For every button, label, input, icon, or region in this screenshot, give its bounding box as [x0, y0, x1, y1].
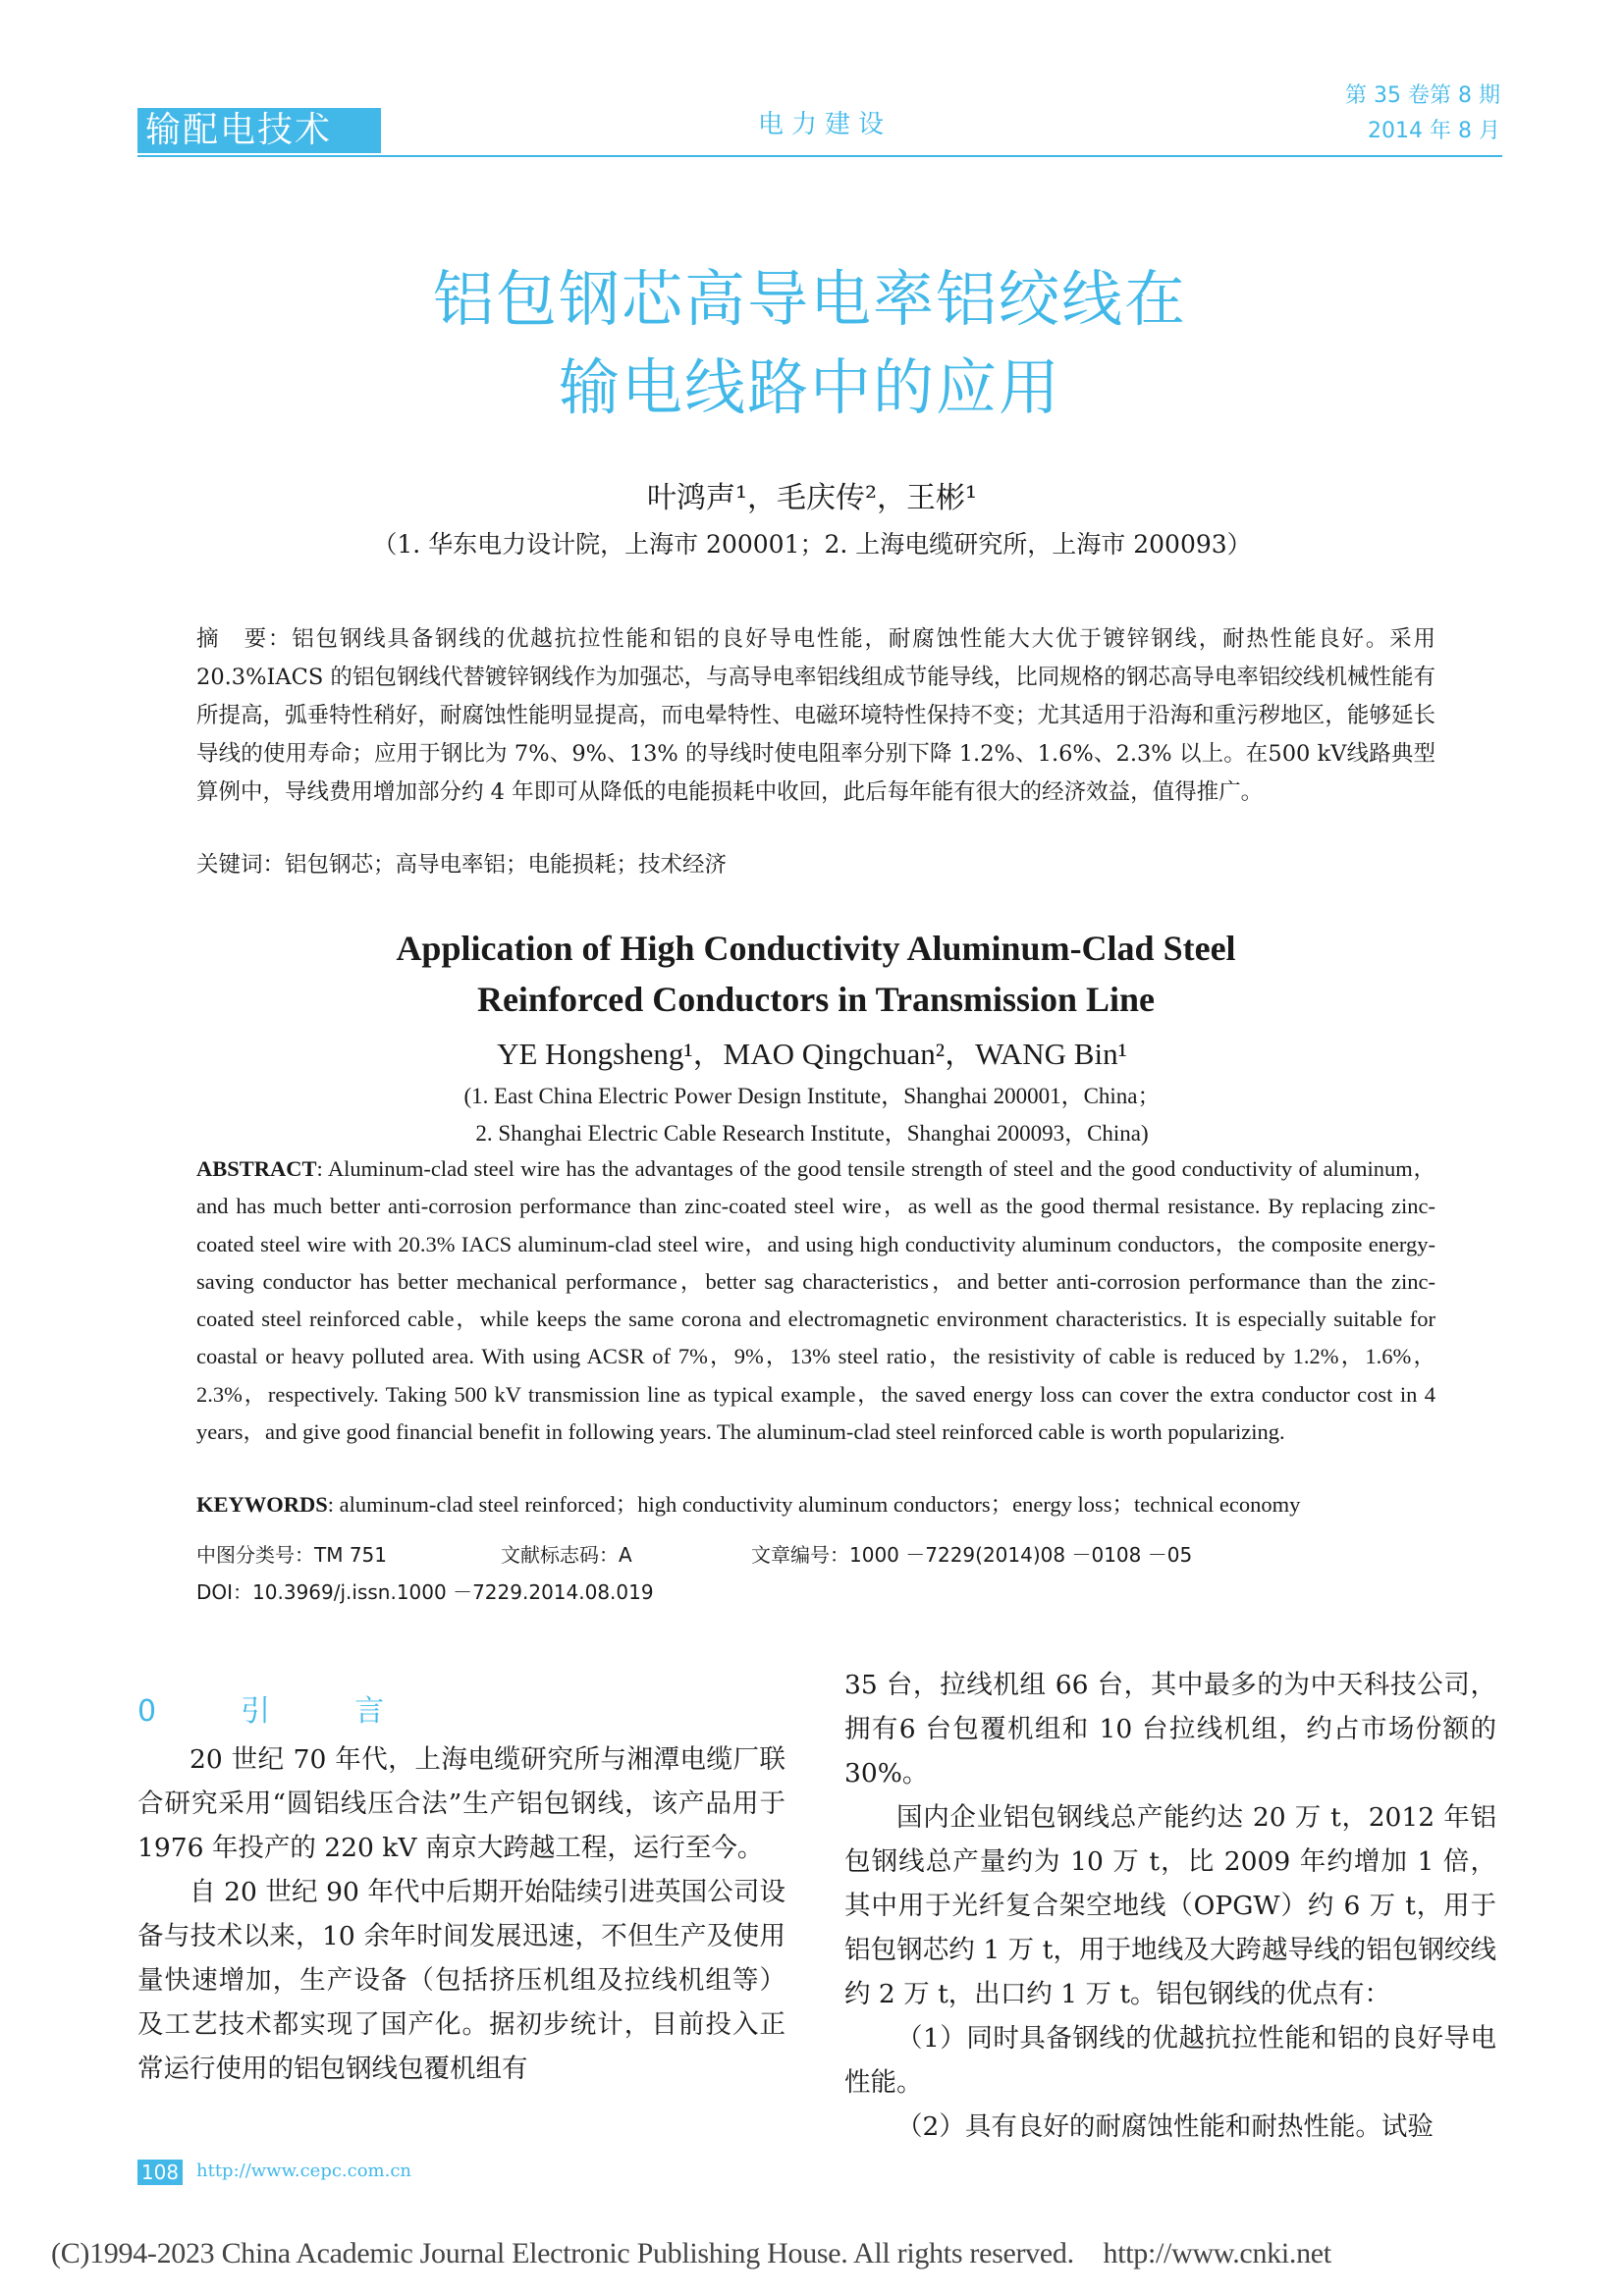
section-heading-introduction: 0 引 言	[137, 1694, 412, 1729]
title-cn-line-2: 输电线路中的应用	[558, 351, 1061, 423]
journal-website-link[interactable]: http://www.cepc.com.cn	[196, 2161, 412, 2181]
paper-title-en	[196, 923, 1435, 1025]
affiliations-cn: （1. 华东电力设计院，上海市 200001；2. 上海电缆研究所，上海市 200093）	[372, 530, 1252, 559]
paragraph: 自 20 世纪 90 年代中后期开始陆续引进英国公司设备与技术以来，10 余年时间发展迅速，不但生产及使用量快速增加，生产设备（包括挤压机组及拉线机组等）及工艺技术都实现了国产化。据初步统计，目前投入正常运行使用的铝包钢线包覆机组有	[137, 1877, 785, 2084]
abstract-cn-label: 摘 要：	[196, 626, 293, 652]
keywords-en-label: KEYWORDS	[196, 1492, 328, 1517]
abstract-cn	[196, 620, 1435, 812]
authors-cn: 叶鸿声¹，毛庆传²，王彬¹	[646, 481, 978, 515]
clc-number: 中图分类号：TM 751	[196, 1543, 388, 1567]
journal-name: 电力建设	[757, 110, 892, 139]
authors-en: YE Hongsheng¹，MAO Qingchuan²，WANG Bin¹	[497, 1037, 1127, 1071]
abstract-en-label: ABSTRACT	[196, 1156, 317, 1181]
abstract-en	[196, 1150, 1435, 1451]
abstract-cn-text: 铝包钢线具备钢线的优越抗拉性能和铝的良好导电性能，耐腐蚀性能大大优于镀锌钢线，耐热性能良好。采用 20.3%IACS 的铝包钢线代替镀锌钢线作为加强芯，与高导电率铝线组成节能导线，比同规格的钢芯高导电率铝绞线机械性能有所提高，弧垂特性稍好，耐腐蚀性能明显提高，而电晕特性、电磁环境特性保持不变；尤其适用于沿海和重污秽地区，能够延长导线的使用寿命；应用于钢比为 7%、9%、13% 的导线时使电阻率分别下降 1.2%、1.6%、2.3% 以上。在500 kV线路典型算例中，导线费用增加部分约 4 年即可从降低的电能损耗中收回，此后每年能有很大的经济效益，值得推广。	[196, 626, 1435, 805]
header-divider	[137, 155, 1502, 157]
title-en-line-2: Reinforced Conductors in Transmission Line	[476, 980, 1156, 1019]
title-cn-line-1: 铝包钢芯高导电率铝绞线在	[432, 263, 1187, 335]
journal-brand-banner: 输配电技术	[137, 108, 381, 153]
paper-title-cn	[236, 255, 1384, 432]
affiliation-en-2: 2. Shanghai Electric Cable Research Institute，Shanghai 200093，China)	[475, 1121, 1149, 1146]
volume-issue: 第 35 卷第 8 期	[1345, 83, 1500, 108]
paragraph: 国内企业铝包钢线总产能约达 20 万 t，2012 年铝包钢线总产量约为 10 万 t，比 2009 年约增加 1 倍，其中用于光纤复合架空地线（OPGW）约 6 万 t，用于铝包钢芯约 1 万 t，用于地线及大跨越导线的铝包钢绞线约 2 万 t，出口约 1 万 t。铝包钢线的优点有：	[844, 1802, 1496, 2009]
list-item: （1）同时具备钢线的优越抗拉性能和铝的良好导电性能。	[844, 2023, 1496, 2098]
paragraph: 35 台，拉线机组 66 台，其中最多的为中天科技公司，拥有6 台包覆机组和 10 台拉线机组，约占市场份额的 30%。	[844, 1670, 1496, 1789]
paragraph: 20 世纪 70 年代，上海电缆研究所与湘潭电缆厂联合研究采用“圆铝线压合法”生产铝包钢线，该产品用于 1976 年投产的 220 kV 南京大跨越工程，运行至今。	[137, 1744, 785, 1863]
keywords-cn-label: 关键词：	[196, 852, 286, 878]
keywords-cn	[196, 847, 1435, 882]
abstract-en-text: : Aluminum-clad steel wire has the advantages of the good tensile strength of steel and the good conductivity of aluminum，and has much better anti-corrosion performance than zinc-coated steel wire，as well as the good thermal resistance. By replacing zinc-coated steel wire with 20.3% IACS aluminum-clad steel wire，and using high conductivity aluminum conductors，the composite energy-saving conductor has better mechanical performance，better sag characteristics，and better anti-corrosion performance than the zinc-coated steel reinforced cable，while keeps the same corona and electromagnetic environment characteristics. It is especially suitable for coastal or heavy polluted area. With using ACSR of 7%，9%，13% steel ratio，the resistivity of cable is reduced by 1.2%，1.6%，2.3%，respectively. Taking 500 kV transmission line as typical example，the saved energy loss can cover the extra conductor cost in 4 years，and give good financial benefit in following years. The aluminum-clad steel reinforced cable is worth popularizing.	[196, 1156, 1435, 1445]
page-number: 108	[137, 2160, 183, 2185]
title-en-line-1: Application of High Conductivity Aluminum-Clad Steel	[396, 929, 1236, 968]
keywords-cn-text: 铝包钢芯；高导电率铝；电能损耗；技术经济	[285, 852, 728, 878]
copyright-notice: (C)1994-2023 China Academic Journal Electronic Publishing House. All rights reserved. http://www.cnki.net	[51, 2237, 1331, 2269]
issue-info	[1345, 79, 1500, 149]
keywords-en	[196, 1487, 1435, 1522]
article-number: 文章编号：1000 －7229(2014)08 －0108 －05	[751, 1543, 1193, 1567]
body-column-right	[844, 1663, 1496, 2149]
body-column-left	[137, 1737, 785, 2091]
issue-date: 2014 年 8 月	[1368, 119, 1500, 143]
document-code: 文献标志码：A	[501, 1543, 632, 1567]
affiliation-en-1: (1. East China Electric Power Design Institute，Shanghai 200001，China；	[463, 1084, 1161, 1108]
list-item: （2）具有良好的耐腐蚀性能和耐热性能。试验	[896, 2111, 1434, 2142]
doi: DOI：10.3969/j.issn.1000 －7229.2014.08.019	[196, 1580, 654, 1604]
keywords-en-text: : aluminum-clad steel reinforced；high conductivity aluminum conductors；energy loss；technical economy	[327, 1492, 1301, 1517]
